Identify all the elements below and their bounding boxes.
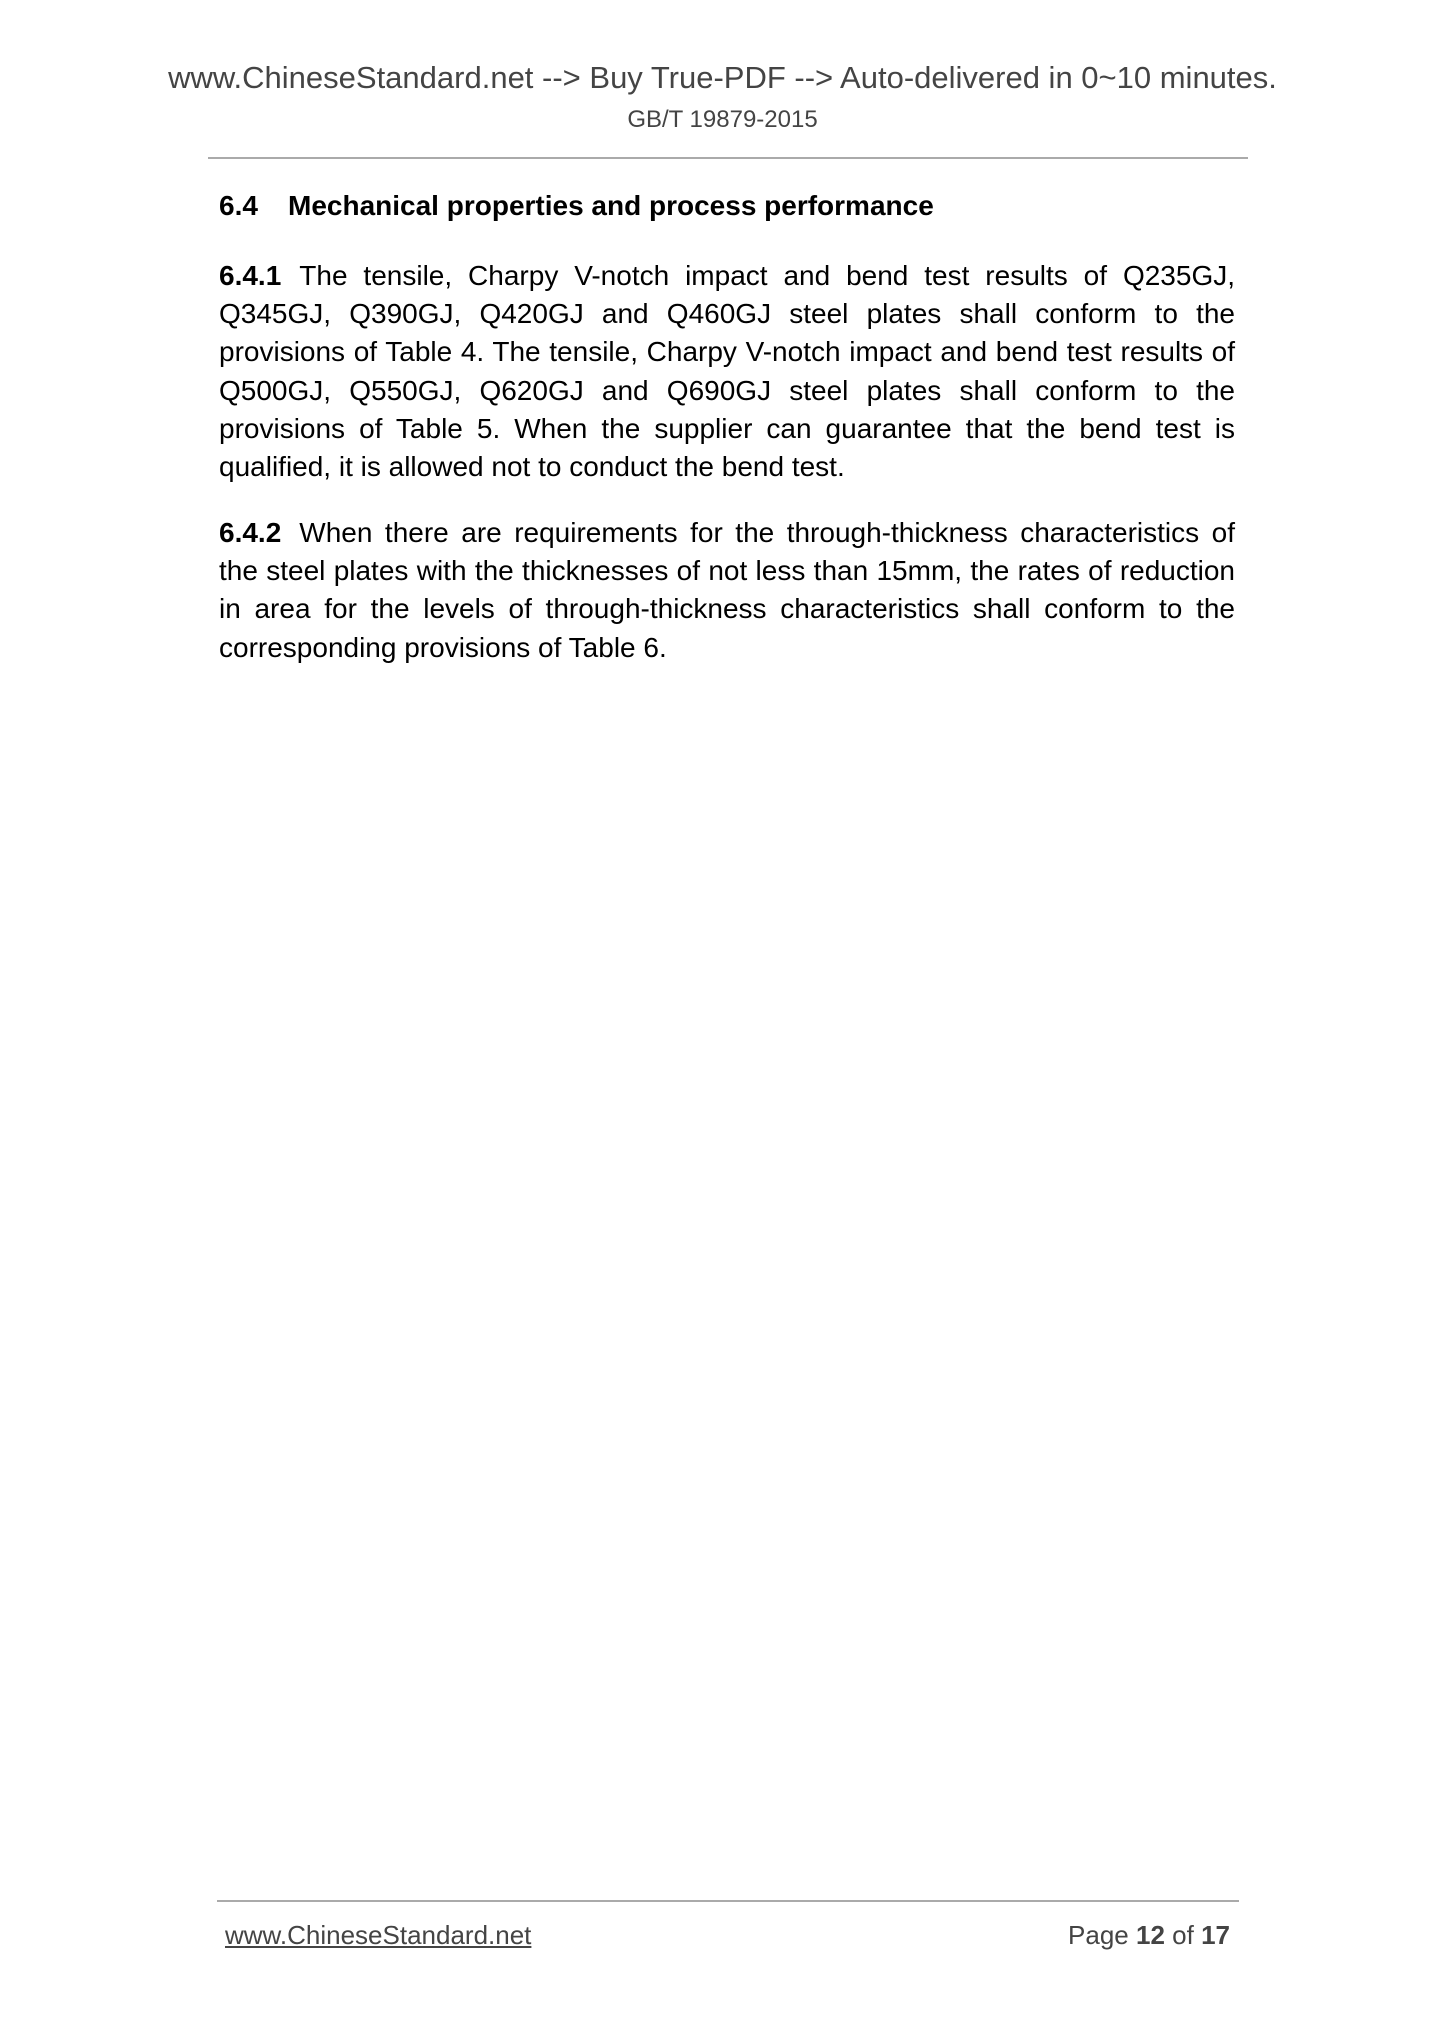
page-total: 17 [1201, 1920, 1230, 1950]
footer-divider [217, 1900, 1239, 1902]
header-divider [208, 157, 1248, 159]
paragraph-number: 6.4.1 [219, 260, 282, 291]
paragraph-text: When there are requirements for the through-thickness characteristics of the steel plates with the thicknesses of not less than 15mm, the rates of reduction in area for the levels of through-thickness characteristics shall conform to the corresponding provisions of Table 6. [219, 517, 1235, 663]
paragraph-6-4-2 [219, 514, 1235, 667]
standard-id: GB/T 19879-2015 [627, 106, 818, 133]
section-title: Mechanical properties and process performance [288, 190, 934, 221]
section-heading [219, 190, 934, 222]
page-indicator [1068, 1920, 1230, 1951]
footer-link[interactable]: www.ChineseStandard.net [225, 1920, 532, 1950]
page-label: Page [1068, 1920, 1129, 1950]
header-banner: www.ChineseStandard.net --> Buy True-PDF --> Auto-delivered in 0~10 minutes. [168, 60, 1277, 95]
paragraph-text: The tensile, Charpy V-notch impact and bend test results of Q235GJ, Q345GJ, Q390GJ, Q420GJ and Q460GJ steel plates shall conform to the provisions of Table 4. The tensile, Charpy V-notch impact and bend test results of Q500GJ, Q550GJ, Q620GJ and Q690GJ steel plates shall conform to the provisions of Table 5. When the supplier can guarantee that the bend test is qualified, it is allowed not to conduct the bend test. [219, 260, 1235, 483]
page-of-label: of [1172, 1920, 1194, 1950]
page-current: 12 [1136, 1920, 1165, 1950]
section-number: 6.4 [219, 190, 258, 221]
paragraph-number: 6.4.2 [219, 517, 282, 548]
paragraph-6-4-1 [219, 257, 1235, 486]
